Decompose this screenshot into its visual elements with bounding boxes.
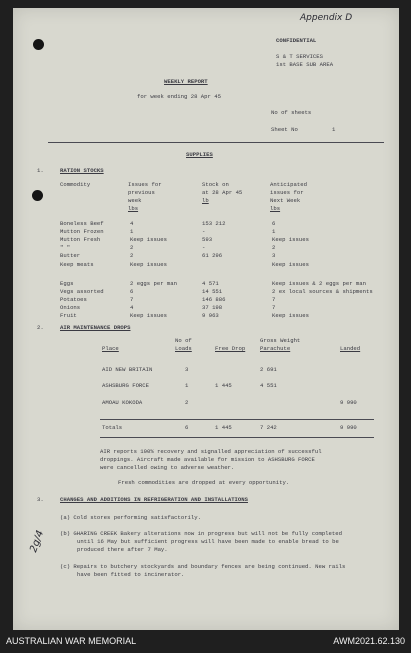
ration-row-cell: 2	[130, 252, 134, 259]
handwritten-annotation: Appendix D	[300, 13, 353, 23]
ration-row-cell: Keep issues	[272, 236, 309, 243]
ration-col-header: previous	[128, 189, 155, 196]
sheet-no-value: 1	[332, 126, 336, 133]
ration-row-cell: Onions	[60, 304, 81, 311]
air-row-cell: 1 445	[215, 382, 232, 389]
ration-col-header: Issues for	[128, 181, 162, 188]
ration-row-cell: -	[202, 228, 206, 235]
ration-col-header: lbs	[128, 205, 139, 212]
item-3-title: CHANGES AND ADDITIONS IN REFRIGERATION AND INSTALLATIONS	[60, 496, 248, 503]
ration-col-header: issues for	[270, 189, 304, 196]
air-row-cell: AMOAU KOKODA	[102, 399, 143, 406]
air-note-line-2: droppings. Aircraft made available for mission to ASHSBURG FORCE	[100, 456, 315, 463]
ration-row-cell: 2 eggs per man	[130, 280, 177, 287]
ration-row-cell: Boneless Beef	[60, 220, 104, 227]
item-2-title: AIR MAINTENANCE DROPS	[60, 324, 131, 331]
classification: CONFIDENTIAL	[276, 37, 317, 44]
air-col-header: Place	[102, 345, 119, 352]
air-totals-cell: Totals	[102, 424, 123, 431]
air-col-header: Gross Weight	[260, 337, 301, 344]
footer-institution: AUSTRALIAN WAR MEMORIAL	[6, 636, 137, 646]
air-row-cell: 2	[185, 399, 189, 406]
ration-col-header: Commodity	[60, 181, 91, 188]
item-3c-line-2: have been fitted to incinerator.	[77, 571, 185, 578]
footer-accession-number: AWM2021.62.130	[333, 636, 405, 646]
air-totals-cell: 9 990	[340, 424, 357, 431]
ration-row-cell: 2 ex local sources & shipments	[272, 288, 373, 295]
item-1-number: 1.	[37, 167, 44, 174]
air-col-header: Free Drop	[215, 345, 246, 352]
air-note-fresh: Fresh commodities are dropped at every opportunity.	[118, 479, 290, 486]
ration-row-cell: 1	[130, 228, 134, 235]
air-row-cell: 1	[185, 382, 189, 389]
air-row-cell: 4 551	[260, 382, 277, 389]
ration-row-cell: 146 886	[202, 296, 226, 303]
ration-row-cell: Keep issues & 2 eggs per man	[272, 280, 366, 287]
ration-col-header: Next Week	[270, 197, 301, 204]
ration-row-cell: Potatoes	[60, 296, 87, 303]
item-3-number: 3.	[37, 496, 44, 503]
air-note-line-1: AIR reports 100% recovery and signalled appreciation of successful	[100, 448, 322, 455]
ration-row-cell: Keep issues	[130, 236, 167, 243]
air-totals-cell: 7 242	[260, 424, 277, 431]
unit-line-1: S & T SERVICES	[276, 53, 323, 60]
ration-row-cell: 1	[272, 228, 276, 235]
ration-row-cell: 14 551	[202, 288, 223, 295]
ration-row-cell: -	[202, 244, 206, 251]
unit-line-2: 1st BASE SUB AREA	[276, 61, 334, 68]
ration-row-cell: 61 296	[202, 252, 223, 259]
ration-col-header: week	[128, 197, 142, 204]
ration-row-cell: 2	[130, 244, 134, 251]
ration-row-cell: Keep issues	[272, 261, 309, 268]
ration-row-cell: 37 198	[202, 304, 223, 311]
air-row-cell: 3	[185, 366, 189, 373]
ration-row-cell: Keep issues	[130, 261, 167, 268]
air-totals-cell: 1 445	[215, 424, 232, 431]
item-2-number: 2.	[37, 324, 44, 331]
ration-col-header: lb	[202, 197, 209, 204]
ration-row-cell: Mutton Frozen	[60, 228, 104, 235]
ration-row-cell: 4	[130, 304, 134, 311]
ration-row-cell: 7	[130, 296, 134, 303]
air-col-header: No of	[175, 337, 192, 344]
air-col-header: Loads	[175, 345, 192, 352]
ration-row-cell: Butter	[60, 252, 81, 259]
ration-row-cell: Vegs assorted	[60, 288, 104, 295]
air-note-line-3: were cancelled owing to adverse weather.	[100, 464, 235, 471]
air-row-cell: 9 990	[340, 399, 357, 406]
ration-col-header: Anticipated	[270, 181, 307, 188]
air-row-cell: AID NEW BRITAIN	[102, 366, 153, 373]
ration-row-cell: 593	[202, 236, 213, 243]
ration-row-cell: " "	[60, 244, 71, 251]
ration-row-cell: 7	[272, 296, 276, 303]
air-totals-cell: 6	[185, 424, 189, 431]
air-col-header: Parachute	[260, 345, 291, 352]
item-3c-line-1: (c) Repairs to butchery stockyards and boundary fences are being continued. New rails	[60, 563, 346, 570]
ration-row-cell: 2	[272, 244, 276, 251]
item-3b-line-3: produced there after 7 May.	[77, 546, 168, 553]
punch-hole-middle	[32, 190, 43, 201]
ration-row-cell: 6	[130, 288, 134, 295]
ration-row-cell: 7	[272, 304, 276, 311]
sheet-no-label: Sheet No	[271, 126, 298, 133]
ration-row-cell: 6	[272, 220, 276, 227]
ration-row-cell: Eggs	[60, 280, 74, 287]
divider-top	[48, 142, 384, 143]
ration-row-cell: Keep meats	[60, 261, 94, 268]
ration-row-cell: 4	[130, 220, 134, 227]
air-row-cell: 2 691	[260, 366, 277, 373]
air-col-header: Landed	[340, 345, 361, 352]
item-3b-line-2: until 16 May but sufficient progress will have been made to enable bread to be	[77, 538, 339, 545]
totals-rule-top	[100, 419, 374, 420]
ration-row-cell: Mutton Fresh	[60, 236, 101, 243]
item-1-title: RATION STOCKS	[60, 167, 104, 174]
punch-hole-top	[33, 39, 44, 50]
ration-row-cell: Keep issues	[272, 312, 309, 319]
ration-row-cell: Fruit	[60, 312, 77, 319]
sheets-label: No of sheets	[271, 109, 312, 116]
ration-row-cell: 9 963	[202, 312, 219, 319]
ration-col-header: at 28 Apr 45	[202, 189, 243, 196]
report-title: WEEKLY REPORT	[164, 78, 208, 85]
ration-row-cell: 3	[272, 252, 276, 259]
item-3b-line-1: (b) GHARING CREEK Bakery alterations now in progress but will not be fully completed	[60, 530, 342, 537]
item-3a: (a) Cold stores performing satisfactorily.	[60, 514, 201, 521]
report-period: for week ending 28 Apr 45	[137, 93, 221, 100]
ration-row-cell: 153 212	[202, 220, 226, 227]
ration-col-header: Stock on	[202, 181, 229, 188]
margin-handwriting: 2g/4	[28, 529, 47, 554]
air-row-cell: ASHSBURG FORCE	[102, 382, 149, 389]
ration-row-cell: 4 571	[202, 280, 219, 287]
totals-rule-bottom	[100, 437, 374, 438]
supplies-heading: SUPPLIES	[186, 151, 213, 158]
ration-row-cell: Keep issues	[130, 312, 167, 319]
ration-col-header: lbs	[270, 205, 281, 212]
